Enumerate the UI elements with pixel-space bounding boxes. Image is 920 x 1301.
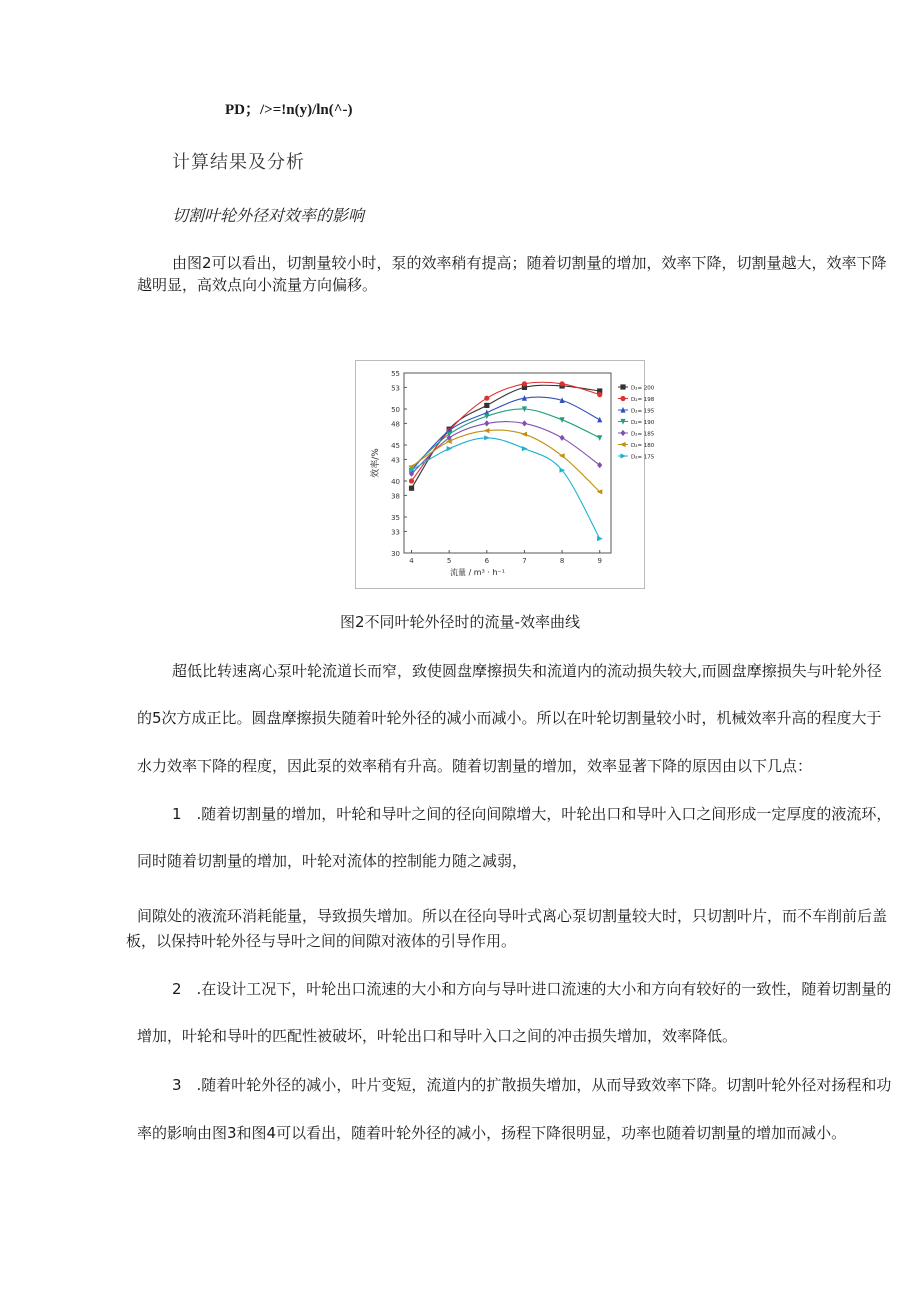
x-tick-label: 5 bbox=[446, 557, 452, 565]
y-tick-label: 30 bbox=[391, 550, 400, 558]
data-point bbox=[521, 432, 527, 437]
subsection-heading: 切割叶轮外径对效率的影响 bbox=[172, 206, 365, 225]
paragraph-line: 的5次方成正比。圆盘摩擦损失随着叶轮外径的减小而减小。所以在叶轮切割量较小时，机械效率升高的程度大于 bbox=[137, 709, 882, 727]
legend-label: D₂= 195 bbox=[631, 408, 655, 415]
figure-2 bbox=[355, 360, 655, 589]
paragraph-line: 率的影响由图3和图4可以看出，随着叶轮外径的减小，扬程下降很明显，功率也随着切割量的增加而减小。 bbox=[137, 1124, 847, 1142]
legend-label: D₂= 198 bbox=[631, 397, 655, 403]
legend-marker bbox=[620, 453, 626, 458]
data-point bbox=[559, 435, 564, 441]
series-line bbox=[412, 385, 600, 488]
series-line bbox=[412, 422, 600, 474]
data-point bbox=[522, 420, 527, 426]
data-point bbox=[409, 486, 414, 491]
paragraph-line: 越明显，高效点向小流量方向偏移。 bbox=[137, 276, 378, 294]
legend-label: D₂= 185 bbox=[631, 431, 655, 438]
section-heading: 计算结果及分析 bbox=[172, 152, 305, 173]
data-point bbox=[447, 446, 453, 451]
series-line bbox=[412, 382, 600, 481]
paragraph-line: 1 .随着切割量的增加，叶轮和导叶之间的径向间隙增大，叶轮出口和导叶入口之间形成一定厚度的液流环， bbox=[172, 805, 892, 823]
paragraph-line: 超低比转速离心泵叶轮流道长而窄，致使圆盘摩擦损失和流道内的流动损失较大,而圆盘摩擦损失与叶轮外径 bbox=[172, 662, 882, 680]
y-tick-label: 40 bbox=[391, 478, 400, 486]
y-tick-label: 55 bbox=[391, 370, 400, 378]
data-point bbox=[484, 396, 489, 401]
paragraph-line: 2 .在设计工况下，叶轮出口流速的大小和方向与导叶进口流速的大小和方向有较好的一致性，随着切割量的 bbox=[172, 980, 892, 998]
plot-frame bbox=[404, 373, 611, 553]
figure-caption: 图2不同叶轮外径时的流量-效率曲线 bbox=[340, 613, 580, 631]
data-point bbox=[484, 428, 490, 433]
data-point bbox=[597, 392, 602, 397]
data-point bbox=[597, 417, 602, 423]
legend-marker bbox=[620, 430, 625, 436]
legend-label: D₂= 180 bbox=[631, 443, 655, 449]
y-tick-label: 33 bbox=[391, 528, 400, 537]
y-tick-label: 50 bbox=[391, 406, 400, 414]
series-line bbox=[412, 397, 600, 470]
y-tick-label: 48 bbox=[391, 420, 400, 429]
data-point bbox=[559, 468, 565, 473]
paragraph-line: 3 .随着叶轮外径的减小，叶片变短，流道内的扩散损失增加，从而导致效率下降。切割叶轮外径对扬程和功 bbox=[172, 1076, 892, 1094]
legend-label: D₂= 175 bbox=[631, 454, 655, 461]
x-tick-label: 7 bbox=[522, 557, 527, 565]
legend-marker bbox=[620, 384, 625, 389]
formula-line: PD；/>=!n(y)/ln(^-) bbox=[225, 102, 353, 118]
y-tick-label: 53 bbox=[391, 384, 400, 393]
legend-label: D₂= 200 bbox=[631, 385, 655, 392]
y-tick-label: 45 bbox=[391, 442, 400, 450]
data-point bbox=[597, 536, 603, 541]
data-point bbox=[522, 381, 527, 386]
legend-marker bbox=[620, 396, 625, 401]
data-point bbox=[409, 478, 414, 483]
x-tick-label: 6 bbox=[484, 557, 490, 565]
efficiency-chart bbox=[356, 361, 655, 588]
paragraph-line: 板，以保持叶轮外径与导叶之间的间隙对液体的引导作用。 bbox=[126, 932, 517, 950]
y-tick-label: 38 bbox=[391, 492, 400, 501]
data-point bbox=[484, 420, 489, 426]
y-axis-label: 效率/% bbox=[371, 448, 381, 478]
paragraph-line: 间隙处的液流环消耗能量，导致损失增加。所以在径向导叶式离心泵切割量较大时，只切割叶片，而不车削前后盖 bbox=[137, 907, 888, 925]
x-tick-label: 8 bbox=[559, 557, 565, 565]
legend-label: D₂= 190 bbox=[631, 420, 655, 426]
data-point bbox=[597, 435, 602, 441]
y-tick-label: 43 bbox=[391, 456, 400, 465]
paragraph-line: 由图2可以看出，切割量较小时，泵的效率稍有提高；随着切割量的增加，效率下降，切割量越大，效率下降 bbox=[172, 254, 887, 272]
legend-marker bbox=[620, 442, 626, 447]
data-point bbox=[484, 403, 489, 408]
series-line bbox=[412, 438, 600, 539]
data-point bbox=[484, 435, 490, 440]
data-point bbox=[522, 446, 528, 451]
x-tick-label: 4 bbox=[409, 557, 414, 565]
x-tick-label: 9 bbox=[597, 557, 602, 565]
x-axis-label: 流量 / m³ · h⁻¹ bbox=[450, 568, 505, 577]
data-point bbox=[559, 381, 564, 386]
paragraph-line: 增加，叶轮和导叶的匹配性被破坏，叶轮出口和导叶入口之间的冲击损失增加，效率降低。 bbox=[137, 1027, 738, 1045]
paragraph-line: 水力效率下降的程度，因此泵的效率稍有升高。随着切割量的增加，效率显著下降的原因由以下几点： bbox=[137, 757, 813, 775]
y-tick-label: 35 bbox=[391, 514, 400, 522]
paragraph-line: 同时随着切割量的增加，叶轮对流体的控制能力随之减弱， bbox=[137, 852, 528, 870]
data-point bbox=[597, 462, 602, 468]
